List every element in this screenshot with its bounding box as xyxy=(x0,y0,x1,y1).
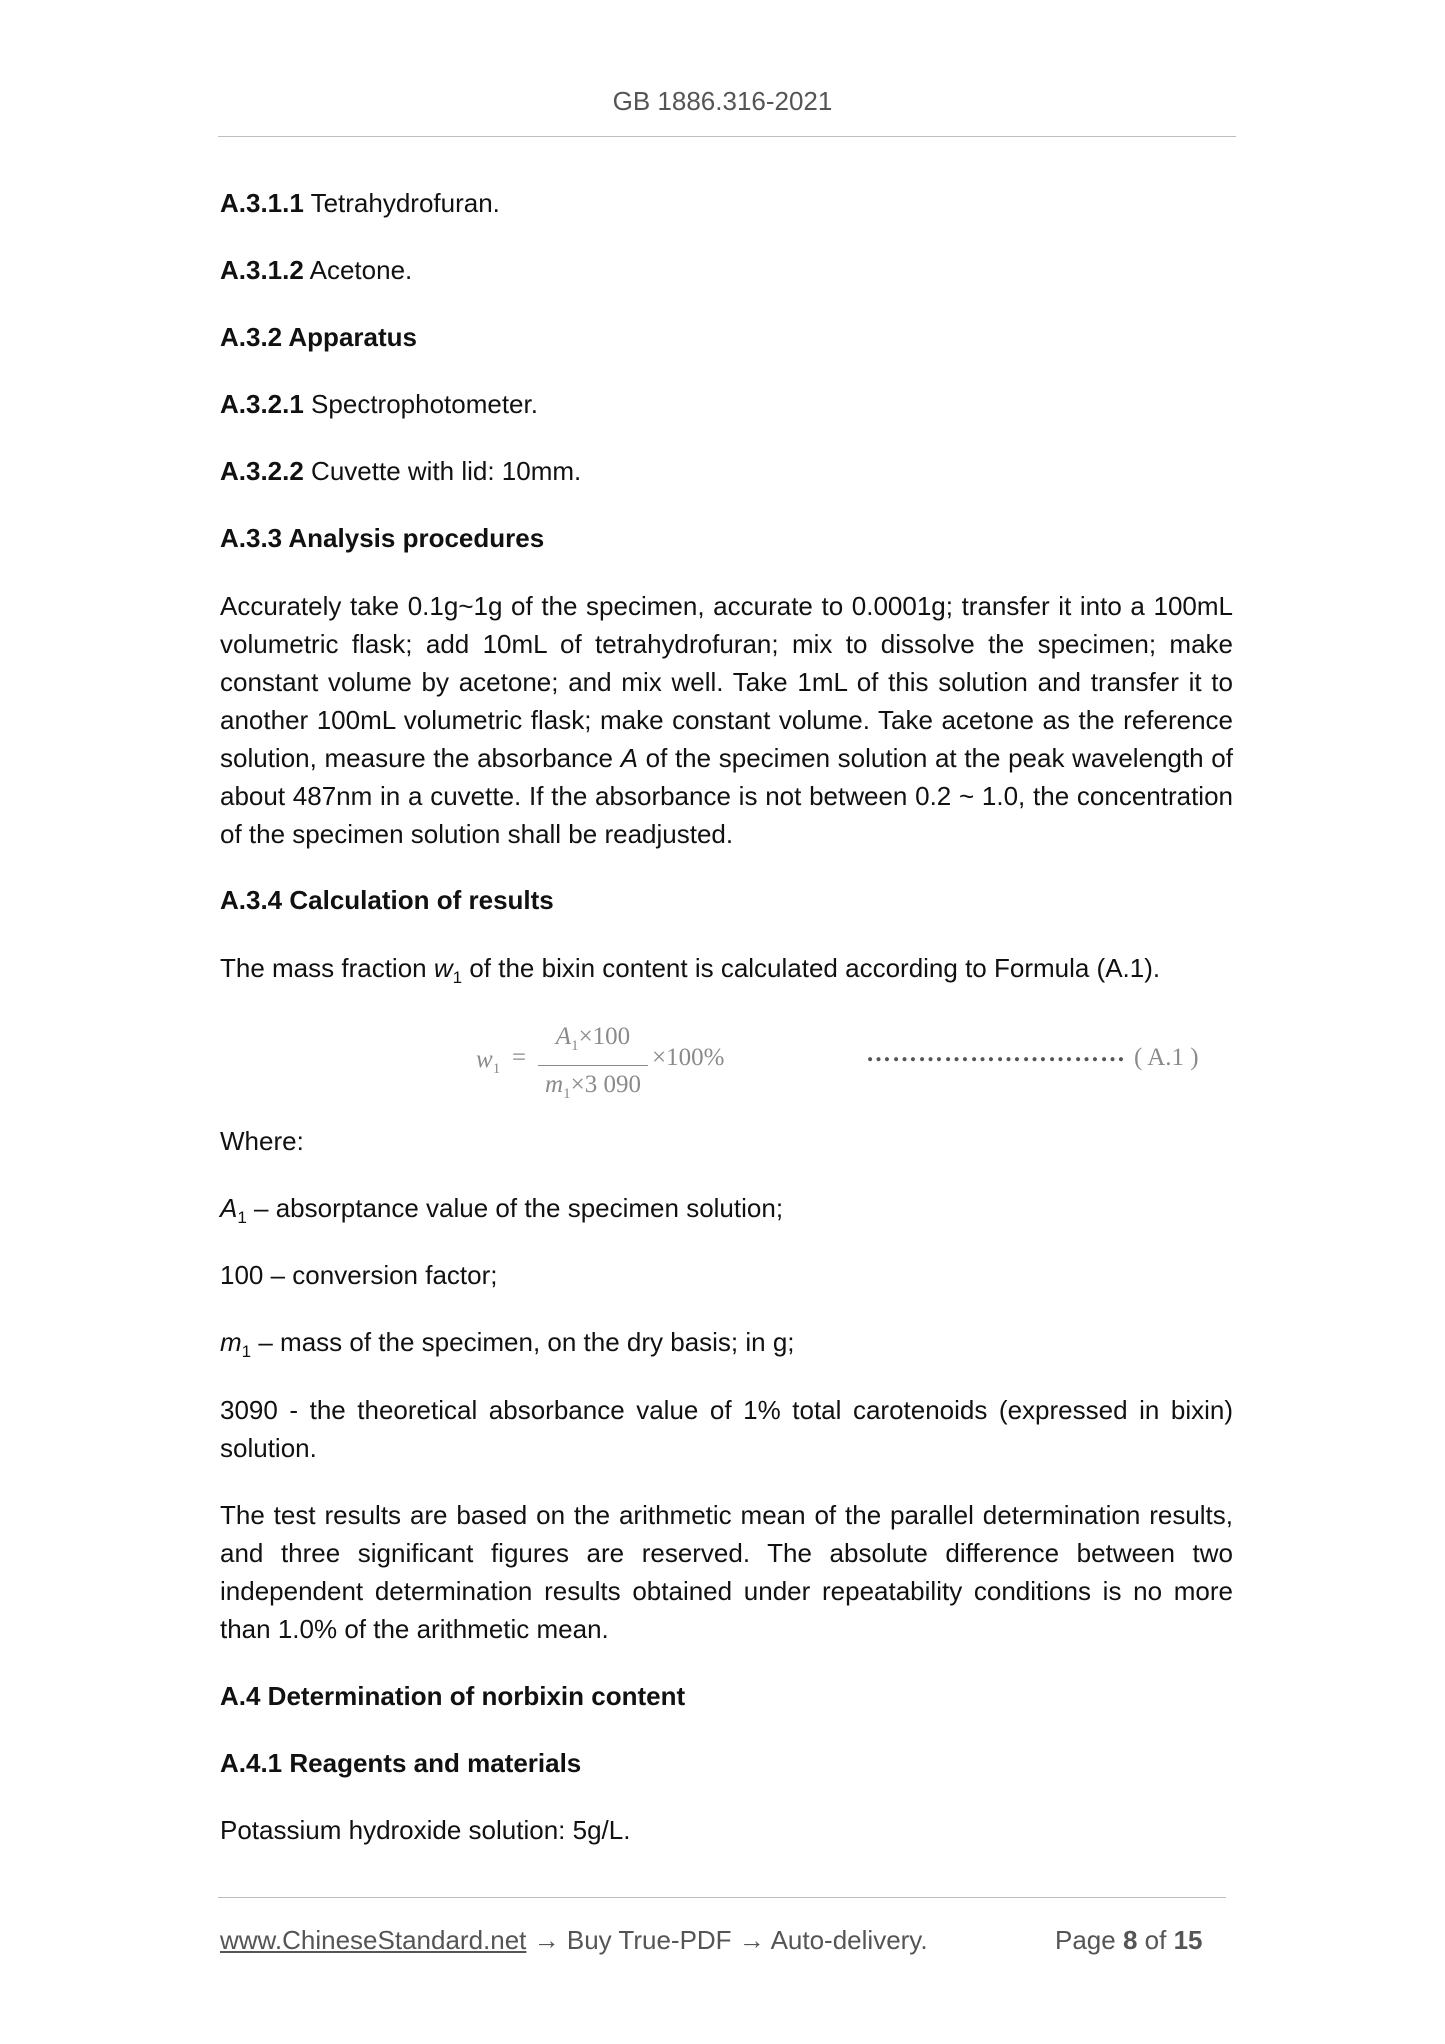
current-page: 8 xyxy=(1122,1925,1138,1955)
item-a3-2-2 xyxy=(220,452,1233,490)
header-divider xyxy=(218,136,1236,137)
section-heading: A.3.3 Analysis procedures xyxy=(220,523,545,553)
heading-a3-2 xyxy=(220,318,1233,356)
item-text: Acetone. xyxy=(303,255,413,285)
footer-divider xyxy=(218,1897,1226,1898)
definition-3090: 3090 - the theoretical absorbance value of 1% total carotenoids (expressed in bixin) solution. xyxy=(220,1395,1233,1463)
koh-solution: Potassium hydroxide solution: 5g/L. xyxy=(220,1815,631,1845)
section-heading: A.3.4 Calculation of results xyxy=(220,885,554,915)
section-heading: A.4.1 Reagents and materials xyxy=(220,1748,582,1778)
results-paragraph: The test results are based on the arithmetic mean of the parallel determination results, and three significant figures are reserved. The absolute difference between two independent determination results obtained under repeatability conditions is no more than 1.0% of the arithmetic mean. xyxy=(220,1500,1233,1644)
website-link[interactable]: www.ChineseStandard.net xyxy=(220,1925,527,1955)
item-a3-2-1 xyxy=(220,385,1233,423)
formula-lhs: $w_1$ xyxy=(476,1046,501,1077)
item-text: Cuvette with lid: 10mm. xyxy=(303,456,582,486)
item-number: A.3.1.1 xyxy=(220,188,304,218)
procedure-paragraph: Accurately take 0.1g~1g of the specimen, accurate to 0.0001g; transfer it into a 100mL volumetric flask; add 10mL of tetrahydrofuran; mix to dissolve the specimen; make constant volume by acetone; and mix well. Take 1mL of this solution and transfer it to another 100mL volumetric flask; make constant volume. Take acetone as the reference solution, measure the absorbance A of the specimen solution at the peak wavelength of about 487nm in a cuvette. If the absorbance is not between 0.2 ~ 1.0, the concentration of the specimen solution shall be readjusted. xyxy=(220,591,1233,849)
formula-rhs: ×100% xyxy=(652,1044,725,1071)
definition-100: 100 – conversion factor; xyxy=(220,1260,498,1290)
heading-a3-3 xyxy=(220,519,1233,557)
item-a3-1-2 xyxy=(220,251,1233,289)
absorbance-variable: A xyxy=(620,743,638,773)
formula-a1 xyxy=(476,1020,1236,1100)
formula-equals: = xyxy=(512,1044,527,1071)
total-pages: 15 xyxy=(1173,1925,1203,1955)
section-heading: A.4 Determination of norbixin content xyxy=(220,1681,686,1711)
heading-a4 xyxy=(220,1677,1233,1715)
heading-a4-1 xyxy=(220,1744,1233,1782)
page-indicator: Page 8 of 15 xyxy=(1055,1925,1203,1955)
header-title: GB 1886.316-2021 xyxy=(612,86,833,116)
item-number: A.3.2.1 xyxy=(220,389,304,419)
mass-fraction-intro: The mass fraction $w_1$ of the bixin content is calculated according to Formula (A.1). xyxy=(220,953,1161,988)
formula-numerator: $A_1\times 100$ xyxy=(555,1023,631,1054)
item-a3-1-1 xyxy=(220,184,1233,222)
fraction-bar xyxy=(538,1065,648,1066)
formula-leader-dots: ………………………… xyxy=(866,1040,1126,1067)
definition-a1: $A_1$ – absorptance value of the specimen solution; xyxy=(220,1193,784,1228)
item-text: Spectrophotometer. xyxy=(303,389,538,419)
formula-denominator: $m_1\times 3$ 090 xyxy=(545,1071,641,1102)
item-number: A.3.2.2 xyxy=(220,456,304,486)
definition-m1: $m_1$ – mass of the specimen, on the dry basis; in g; xyxy=(220,1327,795,1362)
footer-text: → Buy True-PDF → Auto-delivery. xyxy=(526,1925,928,1955)
formula-fraction xyxy=(538,1020,648,1111)
section-heading: A.3.2 Apparatus xyxy=(220,322,417,352)
footer-promo xyxy=(220,1925,928,1956)
where-label: Where: xyxy=(220,1126,304,1156)
item-number: A.3.1.2 xyxy=(220,255,304,285)
heading-a3-4 xyxy=(220,881,1233,919)
item-text: Tetrahydrofuran. xyxy=(303,188,500,218)
formula-number: ( A.1 ) xyxy=(1134,1044,1199,1071)
